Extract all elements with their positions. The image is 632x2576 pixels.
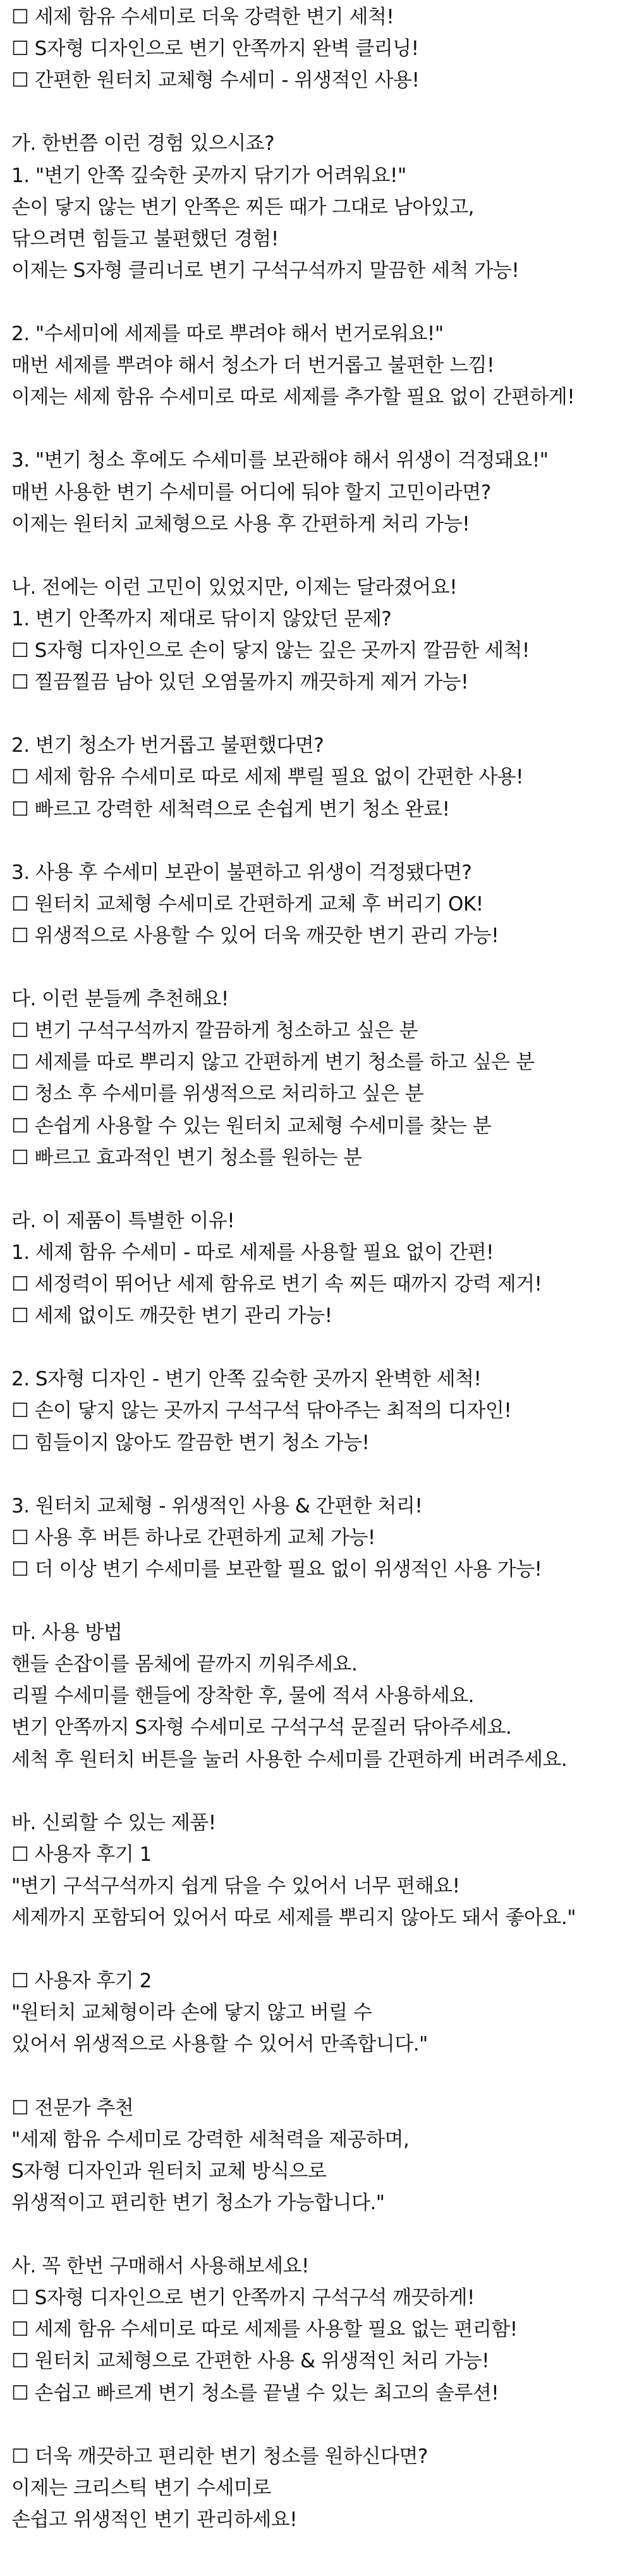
text-line: ☐ 손이 닿지 않는 곳까지 구석구석 닦아주는 최적의 디자인! (11, 1399, 512, 1423)
text-line: ☐ S자형 디자인으로 변기 안쪽까지 완벽 클리닝! (11, 37, 419, 61)
text-line: 3. "변기 청소 후에도 수세미를 보관해야 해서 위생이 걱정돼요!" (11, 449, 549, 472)
text-line: 변기 안쪽까지 S자형 수세미로 구석구석 문질러 닦아주세요. (11, 1716, 512, 1739)
text-line: ☐ 힘들이지 않아도 깔끔한 변기 청소 가능! (11, 1431, 370, 1454)
text-line: 사. 꼭 한번 구매해서 사용해보세요! (11, 2255, 309, 2278)
text-line: ☐ 세제를 따로 뿌리지 않고 간편하게 변기 청소를 하고 싶은 분 (11, 1051, 535, 1074)
text-line (11, 2410, 626, 2439)
text-line: 2. "수세미에 세제를 따로 뿌려야 해서 번거로워요!" (11, 322, 444, 345)
text-line (11, 1333, 626, 1362)
text-line: ☐ 원터치 교체형 수세미로 간편하게 교체 후 버리기 OK! (11, 892, 483, 916)
text-line: ☐ 손쉽고 빠르게 변기 청소를 끝낼 수 있는 최고의 솔루션! (11, 2381, 499, 2405)
text-line: 1. "변기 안쪽 깊숙한 곳까지 닦기가 어려워요!" (11, 164, 406, 187)
text-line (11, 1777, 626, 1806)
text-line: ☐ 세제 함유 수세미로 더욱 강력한 변기 세척! (11, 6, 394, 28)
text-line (11, 699, 626, 728)
text-line (11, 1175, 626, 1204)
text-line: 핸들 손잡이를 몸체에 끝까지 끼워주세요. (11, 1653, 358, 1676)
text-line: ☐ S자형 디자인으로 변기 안쪽까지 구석구석 깨끗하게! (11, 2286, 475, 2310)
text-line: 나. 전에는 이런 고민이 있었지만, 이제는 달라졌어요! (11, 575, 458, 599)
text-line: ☐ 세제 함유 수세미로 따로 세제 뿌릴 필요 없이 간편한 사용! (11, 766, 524, 789)
text-line: "세제 함유 수세미로 강력한 세척력을 제공하며, (11, 2128, 410, 2151)
text-line (11, 2062, 626, 2091)
text-line: ☐ 사용 후 버튼 하나로 간편하게 교체 가능! (11, 1526, 375, 1549)
text-line: 세제까지 포함되어 있어서 따로 세제를 뿌리지 않아도 돼서 좋아요." (11, 1906, 576, 1929)
text-line: S자형 디자인과 원터치 교체 방식으로 (11, 2159, 327, 2183)
text-line: 리필 수세미를 핸들에 장착한 후, 물에 적셔 사용하세요. (11, 1684, 474, 1708)
text-line: ☐ 간편한 원터치 교체형 수세미 - 위생적인 사용! (11, 69, 420, 92)
text-line: ☐ 손쉽게 사용할 수 있는 원터치 교체형 수세미를 찾는 분 (11, 1114, 492, 1138)
text-line: ☐ 변기 구석구석까지 깔끔하게 청소하고 싶은 분 (11, 1019, 418, 1043)
text-line: 다. 이런 분들께 추천해요! (11, 988, 229, 1011)
text-line: 2. S자형 디자인 - 변기 안쪽 깊숙한 곳까지 완벽한 세척! (11, 1368, 482, 1391)
text-line: 가. 한번쯤 이런 경험 있으시죠? (11, 132, 275, 156)
text-line: ☐ 사용자 후기 1 (11, 1843, 152, 1866)
text-line: 이제는 세제 함유 수세미로 따로 세제를 추가할 필요 없이 간편하게! (11, 386, 575, 409)
text-line: ☐ 찔끔찔끔 남아 있던 오염물까지 깨끗하게 제거 가능! (11, 671, 469, 694)
text-line (11, 288, 626, 317)
text-line: ☐ 사용자 후기 2 (11, 1970, 152, 1993)
text-line: 3. 원터치 교체형 - 위생적인 사용 & 간편한 처리! (11, 1494, 423, 1518)
text-line: ☐ 빠르고 효과적인 변기 청소를 원하는 분 (11, 1146, 362, 1169)
text-line (11, 1460, 626, 1489)
text-line (11, 541, 626, 570)
text-line (11, 1586, 626, 1616)
text-line: ☐ 더욱 깨끗하고 편리한 변기 청소를 원하신다면? (11, 2444, 428, 2468)
text-line: 있어서 위생적으로 사용할 수 있어서 만족합니다." (11, 2033, 428, 2056)
text-line: 1. 세제 함유 수세미 - 따로 세제를 사용할 필요 없이 간편! (11, 1241, 494, 1264)
text-line (11, 414, 626, 443)
text-line (11, 97, 626, 126)
text-line: 이제는 크리스틱 변기 수세미로 (11, 2476, 271, 2499)
text-line: 1. 변기 안쪽까지 제대로 닦이지 않았던 문제? (11, 607, 392, 630)
text-line: ☐ 원터치 교체형으로 간편한 사용 & 위생적인 처리 가능! (11, 2350, 490, 2373)
text-line (11, 1935, 626, 1964)
text-line: 세척 후 원터치 버튼을 눌러 사용한 수세미를 간편하게 버려주세요. (11, 1748, 568, 1771)
text-line: "변기 구석구석까지 쉽게 닦을 수 있어서 너무 편해요! (11, 1874, 460, 1898)
text-line: ☐ 빠르고 강력한 세척력으로 손쉽게 변기 청소 완료! (11, 797, 450, 821)
text-line: ☐ 세제 없이도 깨끗한 변기 관리 가능! (11, 1304, 332, 1328)
text-line: ☐ 세정력이 뛰어난 세제 함유로 변기 속 찌든 때까지 강력 제거! (11, 1273, 542, 1296)
text-line: 라. 이 제품이 특별한 이유! (11, 1209, 235, 1232)
text-line: 바. 신뢰할 수 있는 제품! (11, 1811, 216, 1834)
text-line: 위생적이고 편리한 변기 청소가 가능합니다." (11, 2191, 385, 2214)
text-line: 닦으려면 힘들고 불편했던 경험! (11, 227, 279, 250)
text-line: 매번 사용한 변기 수세미를 어디에 둬야 할지 고민이라면? (11, 481, 491, 504)
text-line: ☐ 더 이상 변기 수세미를 보관할 필요 없이 위생적인 사용 가능! (11, 1557, 542, 1581)
text-line: 마. 사용 방법 (11, 1621, 123, 1645)
text-line: 3. 사용 후 수세미 보관이 불편하고 위생이 걱정됐다면? (11, 861, 472, 884)
text-line: ☐ 세제 함유 수세미로 따로 세제를 사용할 필요 없는 편리함! (11, 2318, 518, 2341)
text-line (11, 826, 626, 856)
text-line (11, 953, 626, 982)
text-line: ☐ 위생적으로 사용할 수 있어 더욱 깨끗한 변기 관리 가능! (11, 924, 499, 947)
text-line: ☐ 청소 후 수세미를 위생적으로 처리하고 싶은 분 (11, 1083, 424, 1106)
text-line: ☐ S자형 디자인으로 손이 닿지 않는 깊은 곳까지 깔끔한 세척! (11, 639, 530, 662)
text-line: 이제는 원터치 교체형으로 사용 후 간편하게 처리 가능! (11, 512, 470, 536)
text-line: 이제는 S자형 클리너로 변기 구석구석까지 말끔한 세척 가능! (11, 259, 520, 282)
text-line: 손이 닿지 않는 변기 안쪽은 찌든 때가 그대로 남아있고, (11, 195, 474, 219)
text-line: 매번 세제를 뿌려야 해서 청소가 더 번거롭고 불편한 느낌! (11, 354, 495, 377)
text-line (11, 2220, 626, 2249)
text-line: ☐ 전문가 추천 (11, 2096, 134, 2119)
text-line: 손쉽고 위생적인 변기 관리하세요! (11, 2508, 298, 2531)
text-line: 2. 변기 청소가 번거롭고 불편했다면? (11, 734, 324, 757)
text-line: "원터치 교체형이라 손에 닿지 않고 버릴 수 (11, 2001, 372, 2025)
